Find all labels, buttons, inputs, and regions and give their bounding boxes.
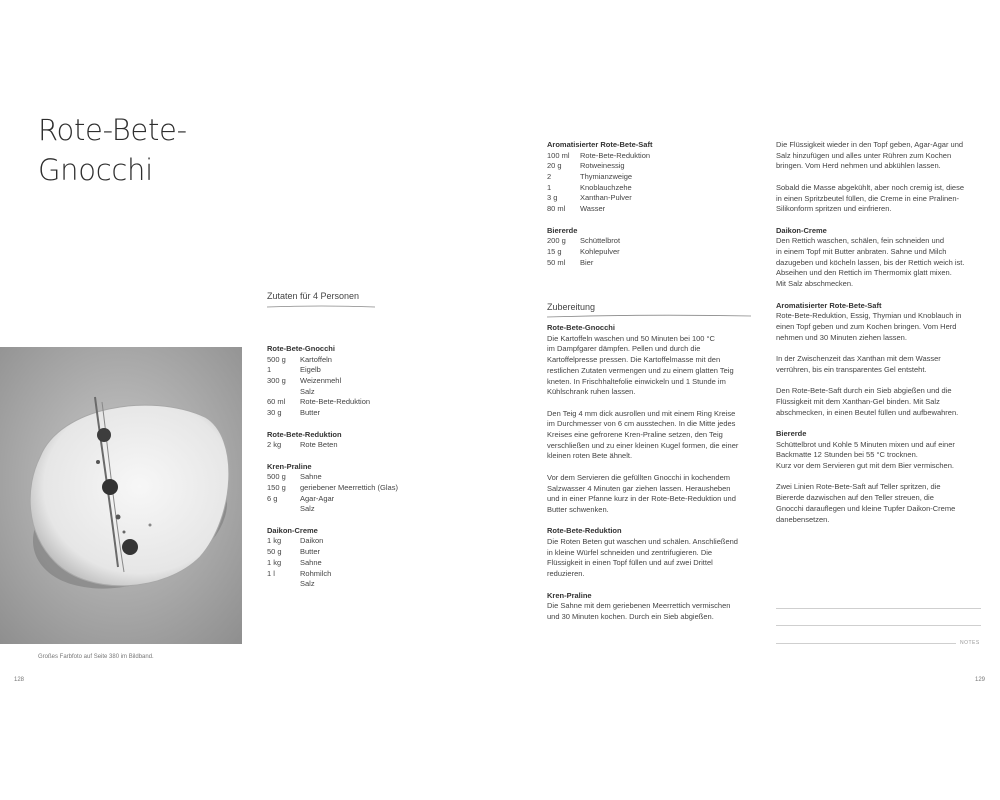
ingredient-row: 1 Knoblauchzehe [547,182,632,192]
prep-column-2 [776,140,986,525]
prep-text-line: und 30 Minuten kochen. Durch ein Sieb abgießen. [547,611,714,621]
ingredient-row: 150 g geriebener Meerrettich (Glas) [267,482,398,492]
prep-text-line: in einen Spritzbeutel füllen, die Creme in eine Pralinen- [776,193,960,203]
prep-step-heading: Biererde [776,428,807,438]
prep-text-line: Schüttelbrot und Kohle 5 Minuten mixen und auf einer [776,439,955,449]
prep-text-line: Backmatte 12 Stunden bei 55 °C trocknen. [776,450,918,460]
prep-text-line: Kurz vor dem Servieren gut mit dem Bier vermischen. [776,461,954,470]
prep-text-line: einen Topf geben und zum Kochen bringen. Vom Herd [776,321,957,331]
prep-text-line: kleinen roten Bete ähnelt. [547,451,633,461]
prep-text-line: Kartoffelpresse pressen. Die Kartoffelmasse mit den [547,355,721,365]
title-line-2: Gnocchi [38,153,153,187]
prep-text-line: Die Kartoffeln waschen und 50 Minuten bei 100 °C [547,333,715,343]
ingredient-row: Salz [300,579,315,589]
prep-step-heading: Daikon-Creme [776,225,827,235]
prep-text-line: Die Roten Beten gut waschen und schälen. Anschließend [547,537,738,547]
prep-text-line: dazugeben und köcheln lassen, bis der Rettich weich ist. [776,257,965,267]
ingredient-row: 200 g Schüttelbrot [547,236,621,246]
prep-underline [547,313,752,321]
ingredient-row: 15 g Kohlepulver [547,246,620,256]
prep-text-line: Kreises eine gefrorene Kren-Praline setzen, den Teig [547,430,723,440]
notes-line-2 [776,625,981,626]
prep-text-line: Gnocchi darauflegen und kleine Tupfer Daikon-Creme [776,503,956,513]
page-number-left: 128 [14,677,25,683]
ingredients-left [267,344,447,590]
prep-text-line: reduzieren. [547,569,585,579]
prep-text-line: verschließen und zu einer kleinen Kugel formen, die einer [547,440,739,450]
prep-text-line: Salzwasser 4 Minuten gar ziehen lassen. Herausheben [547,483,731,493]
prep-text-line: Die Flüssigkeit wieder in den Topf geben, Agar-Agar und [776,140,964,149]
ingredient-row: 60 ml Rote-Bete-Reduktion [267,397,371,407]
prep-text-line: Sobald die Masse abgekühlt, aber noch cremig ist, diese [776,182,965,192]
photo-caption: Großes Farbfoto auf Seite 380 im Bildband. [38,654,154,660]
group-heading: Rote-Bete-Gnocchi [267,344,335,353]
recipe-title [38,110,238,190]
prep-text-line: Abseihen und den Rettich im Thermomix glatt mixen. [776,268,952,278]
prep-text-line: restlichen Zutaten vermengen und zu einem glatten Teig [547,365,734,375]
notes-label: NOTES [960,640,980,646]
ingredient-row: 50 g Butter [267,547,321,557]
ingredient-row: 3 g Xanthan-Pulver [547,193,632,203]
ingredient-row: 2 kg Rote Beten [267,440,338,450]
prep-text-line: Den Rettich waschen, schälen, fein schneiden und [776,236,945,246]
ingredients-heading: Zutaten für 4 Personen [267,291,360,301]
prep-text-line: in kleine Würfel schneiden und zentrifugieren. Die [547,547,713,557]
prep-text-line: verrühren, bis ein transparentes Gel entsteht. [776,364,927,374]
prep-text-line: Den Rote-Bete-Saft durch ein Sieb abgießen und die [776,386,952,396]
prep-text-line: Rote-Bete-Reduktion, Essig, Thymian und Knoblauch in [776,311,962,321]
notes-line-1 [776,608,981,609]
prep-text-line: In der Zwischenzeit das Xanthan mit dem Wasser [776,354,941,363]
ingredient-row: 2 Thymianzweige [547,172,633,182]
ingredient-row: 80 ml Wasser [547,204,606,214]
ingredient-row: 6 g Agar-Agar [267,493,335,503]
group-heading: Daikon-Creme [267,525,318,535]
group-heading: Kren-Praline [267,461,312,471]
prep-text-line: Vor dem Servieren die gefüllten Gnocchi in kochendem [547,472,731,482]
prep-text-line: im Dampfgarer dämpfen. Pellen und durch die [547,344,701,354]
ingredient-row: Salz [300,386,315,396]
ingredient-row: 100 ml Rote-Bete-Reduktion [547,150,651,160]
prep-text-line: nehmen und 30 Minuten ziehen lassen. [776,332,907,342]
prep-text-line: Die Sahne mit dem geriebenen Meerrettich vermischen [547,601,731,611]
prep-text-line: danebensetzen. [776,514,830,524]
prep-text-line: Zwei Linien Rote-Bete-Saft auf Teller spritzen, die [776,482,941,492]
prep-text-line: Biererde dazwischen auf den Teller streuen, die [776,493,934,503]
group-heading: Biererde [547,225,578,235]
ingredient-row: 500 g Sahne [267,472,322,482]
prep-text-line: Kühlschrank ruhen lassen. [547,387,636,397]
ingredient-row: 500 g Kartoffeln [267,354,332,364]
ingredients-underline [267,303,377,311]
ingredient-row: 1 l Rohmilch [267,568,332,578]
prep-text-line: Butter schwenken. [547,504,609,514]
ingredient-row: Salz [300,504,315,514]
prep-text-line: abschmecken, in einen Beutel füllen und aufbewahren. [776,407,959,417]
ingredient-row: 20 g Rotweinessig [547,161,625,171]
ingredient-row: 30 g Butter [267,408,321,418]
prep-text-line: Den Teig 4 mm dick ausrollen und mit einem Ring Kreise [547,408,736,418]
prep-step-heading: Aromatisierter Rote-Bete-Saft [776,300,882,310]
prep-step-heading: Kren-Praline [547,590,592,600]
prep-text-line: und in einer Pfanne kurz in der Rote-Bete-Reduktion und [547,494,736,504]
prep-heading: Zubereitung [547,302,596,312]
prep-text-line: in einem Topf mit Butter anbraten. Sahne und Milch [776,247,947,256]
page-number-right: 129 [975,677,986,683]
notes-line-3 [776,643,956,644]
prep-step-heading: Rote-Bete-Reduktion [547,526,622,536]
prep-text-line: im Durchmesser von 6 cm ausstechen. In die Mitte jedes [547,419,736,429]
group-heading: Aromatisierter Rote-Bete-Saft [547,140,653,149]
group-heading: Rote-Bete-Reduktion [267,429,342,439]
ingredient-row: 300 g Weizenmehl [267,376,342,386]
title-line-1: Rote-Bete- [38,113,187,147]
ingredient-row: 50 ml Bier [547,257,594,267]
prep-step-heading: Rote-Bete-Gnocchi [547,323,615,332]
ingredient-row: 1 kg Sahne [267,557,322,567]
ingredient-row: 1 kg Daikon [267,536,324,546]
prep-text-line: Flüssigkeit mit dem Xanthan-Gel binden. Mit Salz [776,396,940,406]
prep-column-1 [547,323,752,623]
prep-text-line: bringen. Vom Herd nehmen und abkühlen lassen. [776,161,941,171]
ingredient-row: 1 Eigelb [267,365,321,375]
prep-text-line: Salz hinzufügen und alles unter Rühren zum Kochen [776,150,952,160]
dish-photo [0,347,242,644]
ingredients-right [547,140,747,268]
prep-text-line: Mit Salz abschmecken. [776,279,854,289]
prep-text-line: Silikonform spritzen und einfrieren. [776,204,892,214]
prep-text-line: kneten. In Frischhaltefolie einwickeln und 1 Stunde im [547,376,726,386]
prep-text-line: Flüssigkeit in einen Topf füllen und auf zwei Drittel [547,558,713,568]
